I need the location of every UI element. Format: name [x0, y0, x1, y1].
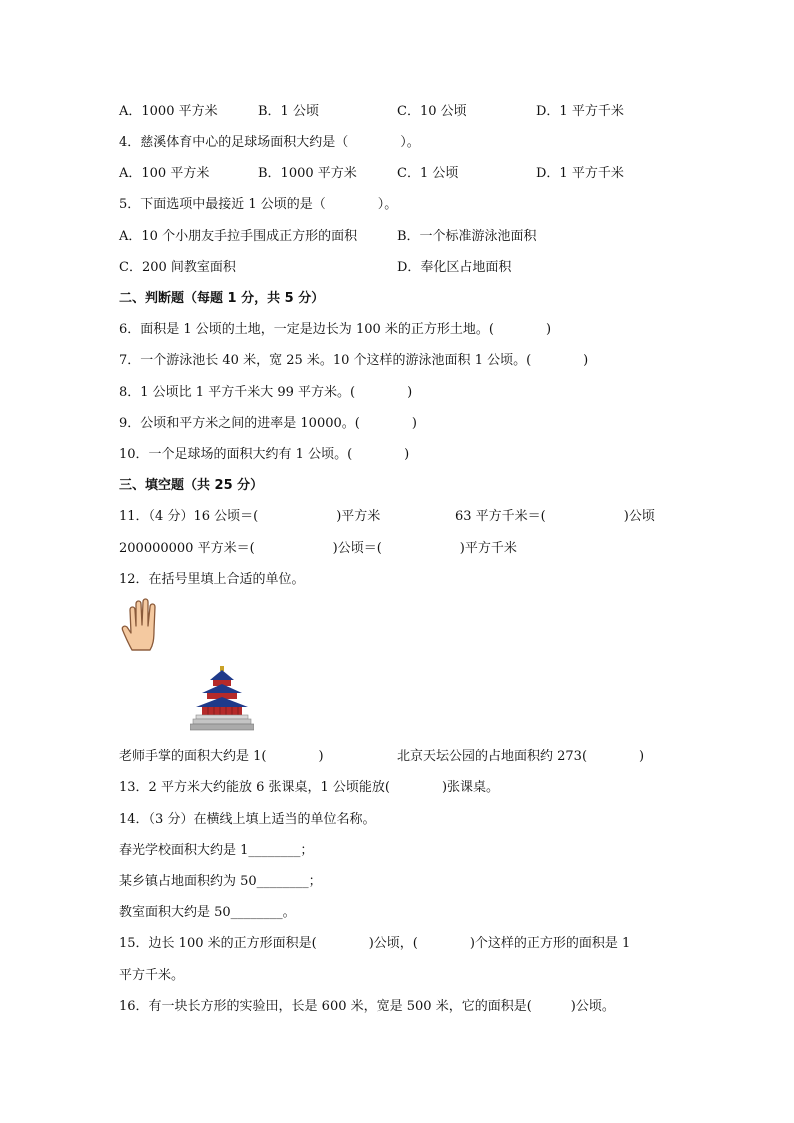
- q5-option-b: B．一个标准游泳池面积: [397, 229, 537, 244]
- q4-option-b: B．1000 平方米: [258, 166, 357, 181]
- q10: 10．一个足球场的面积大约有 1 公顷。( ): [119, 447, 410, 462]
- q14-item-1: 春光学校面积大约是 1________；: [119, 843, 314, 858]
- q15-line-2: 平方千米。: [119, 968, 185, 983]
- q9: 9．公顷和平方米之间的进率是 10000。( ): [119, 416, 417, 431]
- q12-stem: 12．在括号里填上合适的单位。: [119, 572, 305, 587]
- q3-option-d: D．1 平方千米: [536, 104, 624, 119]
- section-2-heading: 二、判断题（每题 1 分，共 5 分）: [119, 291, 325, 306]
- q5-option-c: C．200 间教室面积: [119, 260, 236, 275]
- q11-right: 63 平方千米＝( )公顷: [455, 509, 655, 524]
- q5-option-a: A．10 个小朋友手拉手围成正方形的面积: [119, 229, 358, 244]
- temple-of-heaven-icon: [190, 666, 254, 732]
- q5-option-d: D．奉化区占地面积: [397, 260, 512, 275]
- q12-right: 北京天坛公园的占地面积约 273( ): [397, 749, 645, 764]
- q3-option-c: C．10 公顷: [397, 104, 467, 119]
- q14-item-3: 教室面积大约是 50________。: [119, 905, 296, 920]
- q14-stem: 14．（3 分）在横线上填上适当的单位名称。: [119, 812, 376, 827]
- q7: 7．一个游泳池长 40 米，宽 25 米。10 个这样的游泳池面积 1 公顷。( ): [119, 353, 589, 368]
- q4-option-a: A．100 平方米: [119, 166, 210, 181]
- q11-line-2: 200000000 平方米＝( )公顷＝( )平方千米: [119, 541, 517, 556]
- q14-item-2: 某乡镇占地面积约为 50________；: [119, 874, 322, 889]
- q16: 16．有一块长方形的实验田，长是 600 米，宽是 500 米，它的面积是( )公顷。: [119, 999, 615, 1014]
- q15-line-1: 15．边长 100 米的正方形面积是( )公顷，( )个这样的正方形的面积是 1: [119, 936, 631, 951]
- q3-option-a: A．1000 平方米: [119, 104, 218, 119]
- q11-left: 11．（4 分）16 公顷＝( )平方米: [119, 509, 381, 524]
- hand-icon: [120, 598, 166, 653]
- q13: 13．2 平方米大约能放 6 张课桌，1 公顷能放( )张课桌。: [119, 780, 500, 795]
- q4-option-d: D．1 平方千米: [536, 166, 624, 181]
- q4-stem: 4．慈溪体育中心的足球场面积大约是（ ）。: [119, 135, 420, 150]
- q12-left: 老师手掌的面积大约是 1( ): [119, 749, 324, 764]
- q4-option-c: C．1 公顷: [397, 166, 459, 181]
- q5-stem: 5．下面选项中最接近 1 公顷的是（ ）。: [119, 197, 398, 212]
- q8: 8．1 公顷比 1 平方千米大 99 平方米。( ): [119, 385, 413, 400]
- section-3-heading: 三、填空题（共 25 分）: [119, 478, 264, 493]
- q6: 6．面积是 1 公顷的土地，一定是边长为 100 米的正方形土地。( ): [119, 322, 552, 337]
- q3-option-b: B．1 公顷: [258, 104, 319, 119]
